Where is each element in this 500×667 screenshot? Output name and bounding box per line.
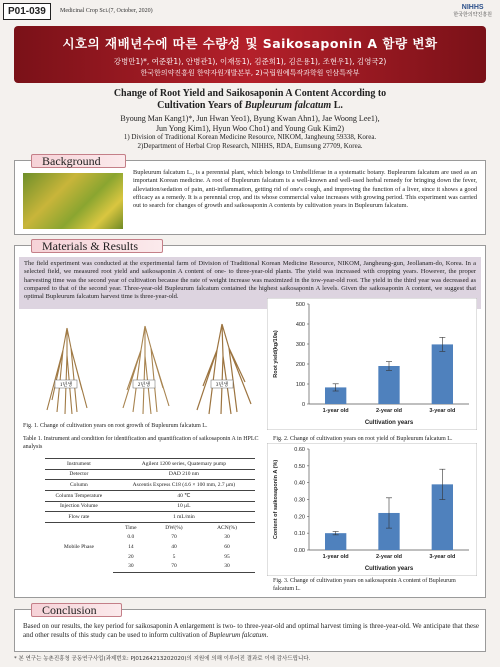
korean-title: 시호의 재배년수에 따른 수량성 및 Saikosaponin A 함량 변화 bbox=[62, 36, 438, 51]
x-axis-label: Cultivation years bbox=[364, 566, 414, 572]
table-row bbox=[45, 512, 255, 523]
plant-photo bbox=[23, 173, 123, 229]
background-text: Bupleurum falcatum L., is a perennial plant, which belongs to Umbelliferae in a systematic botany. Bupleurum falcatum are used as an important Korean medicine. A root of Bupleurum falcatum is a well-known and well-used herbal remedy for bringing down the fever, alleviation/sedation of pain, anti-inflammation, getting rid of one's cough, and improving the function of a liver, since it shows a good efficacy as a remedy. It is a perennial crop, and its whose commercial value increases with growing period. This experiment was carried out to search for changes of growth and saikosaponin A contents by cultivation years in Bupleurum falcatum. bbox=[133, 169, 477, 210]
korean-affiliation: 한국한의약진흥원 한약자원개발본부, 2)국립원예특작과학원 인삼특작부 bbox=[140, 69, 360, 77]
y-tick-label: 500 bbox=[295, 302, 305, 308]
root-tag-2: 2년생 bbox=[137, 383, 151, 388]
bar-3 bbox=[432, 344, 453, 404]
mobile-cell: 95 bbox=[224, 553, 230, 560]
title-line-2-suffix: L. bbox=[331, 100, 343, 111]
root-sample-2 bbox=[123, 326, 169, 414]
roots-photo bbox=[27, 320, 267, 416]
mobile-phase-label: Mobile Phase bbox=[45, 523, 113, 572]
y-tick-label: 100 bbox=[295, 382, 305, 388]
row-label: Instrument bbox=[45, 459, 113, 470]
korean-authors: 강병만1)*, 여준환1), 안병관1), 이재동1), 김준희1), 김은용1), 조현우1), 김영국2) bbox=[113, 57, 387, 66]
title-species: Bupleurum falcatum bbox=[244, 100, 332, 111]
bar-1 bbox=[325, 533, 346, 550]
y-tick-label: 400 bbox=[295, 322, 305, 328]
fig3-caption: Fig. 3. Change of cultivation years on saikosaponin A content of Bupleurum falcatum L. bbox=[273, 578, 456, 592]
row-label: Detector bbox=[45, 469, 113, 480]
root-sample-1 bbox=[47, 328, 87, 414]
title-line-2-prefix: Cultivation Years of bbox=[157, 100, 245, 111]
background-heading: Background bbox=[31, 154, 126, 168]
conclusion-text-main: Based on our results, the key period for saikosaponin A enlargement is two- to three-year-old and optimal harvest timing is three-year-old. We anticipate that these and other results of this study can be used to inform cultivation of bbox=[23, 622, 479, 639]
affiliation-line-1: 1) Division of Traditional Korean Medicine Resource, NIKOM, Jangheung 59338, Korea. bbox=[123, 133, 377, 141]
row-label: Column bbox=[45, 480, 113, 491]
materials-heading: Materials & Results bbox=[31, 239, 163, 253]
conclusion-text bbox=[23, 622, 479, 640]
x-tick-label: 2-year old bbox=[376, 554, 402, 560]
conclusion-section bbox=[14, 603, 486, 652]
affiliation-line-2: 2)Department of Herbal Crop Research, NIHHS, RDA, Eumsung 27709, Korea. bbox=[137, 141, 363, 150]
mobile-cell: 14 bbox=[128, 544, 134, 551]
mobile-cell: 5 bbox=[172, 553, 176, 560]
row-value: DAD 210 nm bbox=[113, 469, 255, 480]
journal-citation: Medicinal Crop Sci.(7, October, 2020) bbox=[60, 8, 153, 14]
logo-text: 한국한의약진흥원 bbox=[453, 12, 492, 18]
y-axis-label: Content of saikosaponin A (%) bbox=[273, 459, 279, 540]
row-value: Agilent 1200 series, Quaternary pump bbox=[113, 459, 255, 470]
authors-line-1: Byoung Man Kang1)*, Jun Hwan Yeo1), Byung Kwan Ahn1), Jae Woong Lee1), bbox=[120, 114, 380, 123]
x-tick-label: 3-year old bbox=[429, 554, 456, 560]
institution-logo bbox=[453, 4, 492, 18]
mobile-cell: 30 bbox=[199, 562, 255, 572]
mobile-cell: 70 bbox=[149, 562, 199, 572]
logo-mark: NIHHS bbox=[461, 4, 484, 11]
poster-id-badge: P01-039 bbox=[3, 3, 51, 20]
row-label: Flow rate bbox=[45, 512, 113, 523]
table1-caption: Table 1. Instrument and condition for identification and quantification of saikosaponin A in HPLC analysis bbox=[23, 436, 259, 450]
fig1-caption: Fig. 1. Change of cultivation years on root growth of Bupleurum falcatum L. bbox=[23, 423, 208, 429]
y-tick-label: 0.40 bbox=[294, 480, 305, 487]
hplc-table bbox=[45, 458, 255, 573]
funding-footnote: * 본 연구는 농촌진흥청 공동연구사업(과제번호: PJ01264213202020)의 지원에 의해 이루어진 결과로 이에 감사드립니다. bbox=[14, 656, 311, 662]
authors-line-2: Jun Yong Kim1), Hyun Woo Cho1) and Young Guk Kim2) bbox=[155, 123, 345, 133]
materials-text: The field experiment was conducted at the experimental farm of Division of Traditional Korean Medicine Resource, NIKOM, Jangheung-gun, Jeollanam-do, Korea. In a selected field, we measured root yield and saikosaponin A content of one- to three-year-old plants. The yield was increased with cropping years. However, the proper harvesting time was the second year of cultivation because the rate of weight increase was maximized in the tow-year-old root. The yield in the third year was decreased as compared to that of the second year. Three-year-old Bupleurum falcatum contained the highest saikosaponin A levels. Given the saikosaponin A content, we suggest that optimal Bupleurum falcatum harvest time is three-year-old. bbox=[19, 257, 481, 309]
author-list bbox=[0, 114, 500, 133]
mobile-cell: 20 bbox=[128, 553, 134, 560]
english-title bbox=[0, 88, 500, 112]
y-tick-label: 0.60 bbox=[294, 447, 305, 453]
y-tick-label: 0 bbox=[301, 402, 305, 408]
background-section bbox=[14, 154, 486, 235]
x-tick-label: 1-year old bbox=[322, 408, 349, 414]
mobile-cell: 60 bbox=[224, 544, 230, 551]
title-line-1: Change of Root Yield and Saikosaponin A Content According to bbox=[113, 88, 387, 99]
row-value: 40 ℃ bbox=[113, 491, 255, 502]
mobile-header: Time bbox=[113, 523, 149, 533]
y-axis-label: Root yield(kg/10a) bbox=[273, 330, 279, 378]
y-tick-label: 0.10 bbox=[294, 531, 305, 538]
y-tick-label: 0.30 bbox=[294, 497, 305, 504]
table-row bbox=[45, 459, 255, 470]
row-value: 10 μL bbox=[113, 501, 255, 512]
mobile-cell: 30 bbox=[224, 534, 230, 541]
conclusion-heading: Conclusion bbox=[31, 603, 122, 617]
table-row bbox=[45, 523, 255, 533]
fig2-caption: Fig. 2. Change of cultivation years on root yield of Bupleurum falcatum L. bbox=[273, 436, 453, 442]
korean-title-banner bbox=[14, 26, 486, 83]
table-row bbox=[45, 469, 255, 480]
y-tick-label: 0.00 bbox=[294, 548, 305, 554]
y-tick-label: 300 bbox=[295, 342, 305, 348]
title-line-2 bbox=[0, 100, 500, 112]
y-tick-label: 200 bbox=[295, 362, 305, 368]
table-row bbox=[45, 480, 255, 491]
row-value: Ascentis Express C18 (4.6 × 100 mm, 2.7 μm) bbox=[113, 480, 255, 491]
affiliation-list bbox=[0, 133, 500, 150]
row-label: Injection Volume bbox=[45, 501, 113, 512]
mobile-header: ACN(%) bbox=[199, 523, 255, 533]
root-yield-chart bbox=[267, 298, 477, 430]
table-row bbox=[45, 501, 255, 512]
root-tag-1: 1년생 bbox=[59, 383, 73, 388]
table-row bbox=[45, 491, 255, 502]
mobile-cell: 40 bbox=[171, 544, 177, 551]
y-tick-label: 0.20 bbox=[294, 514, 305, 521]
materials-results-section bbox=[14, 239, 486, 598]
mobile-cell: 0.0 bbox=[127, 534, 135, 541]
mobile-cell: 30 bbox=[113, 562, 149, 572]
mobile-header: DW(%) bbox=[149, 523, 199, 533]
mobile-cell: 70 bbox=[171, 534, 177, 541]
conclusion-text-end: . bbox=[266, 631, 269, 639]
root-tag-3: 3년생 bbox=[215, 383, 229, 388]
row-value: 1 mL/min bbox=[113, 512, 255, 523]
x-tick-label: 2-year old bbox=[376, 408, 402, 414]
bar-2 bbox=[378, 366, 399, 404]
x-axis-label: Cultivation years bbox=[364, 420, 414, 426]
conclusion-species: Bupleurum falcatum bbox=[209, 631, 267, 639]
y-tick-label: 0.50 bbox=[294, 463, 305, 470]
saikosaponin-chart bbox=[267, 443, 477, 576]
row-label: Column Temperature bbox=[45, 491, 113, 502]
x-tick-label: 1-year old bbox=[322, 554, 349, 560]
x-tick-label: 3-year old bbox=[429, 408, 456, 414]
root-sample-3 bbox=[197, 324, 251, 414]
